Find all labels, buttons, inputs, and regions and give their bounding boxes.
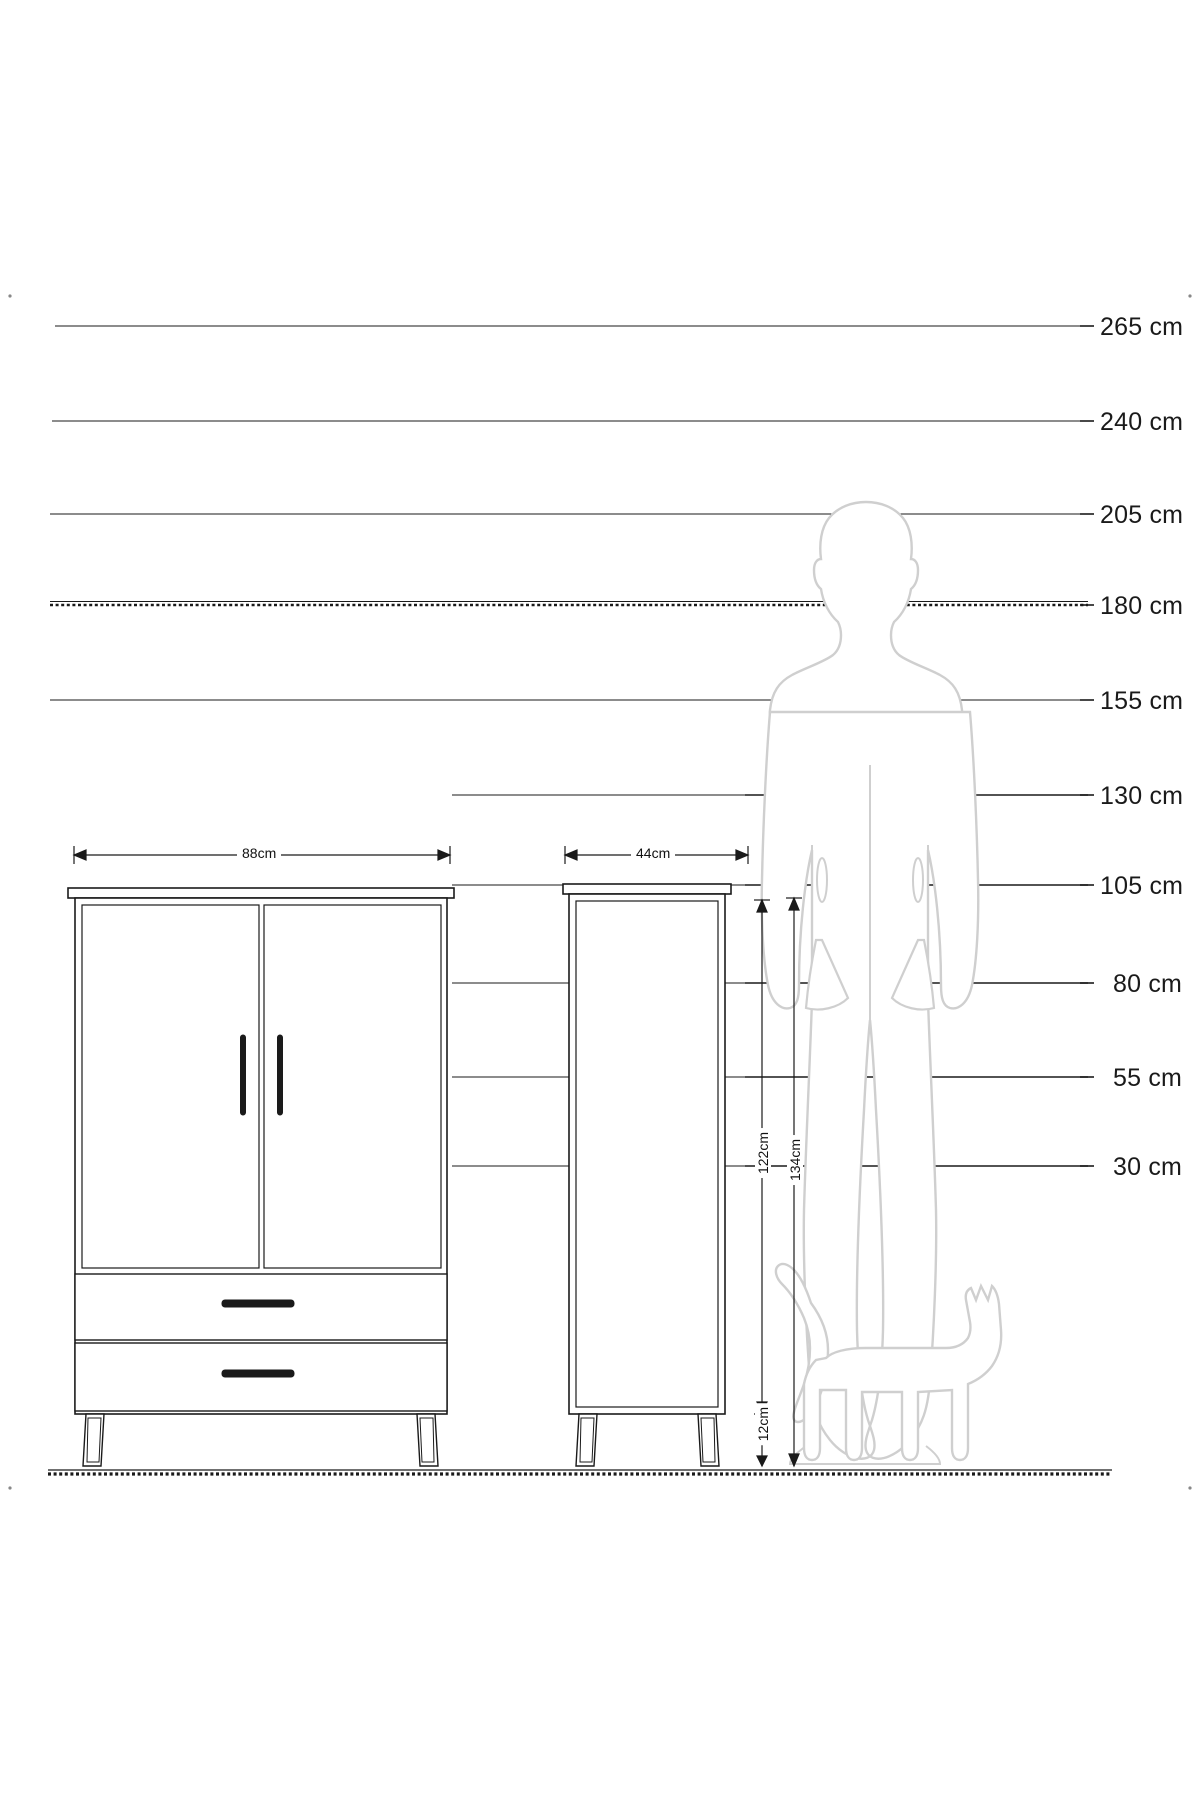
scale-label-80: 80 cm (1113, 970, 1183, 998)
width-label-44cm: 44cm (631, 845, 675, 861)
human-silhouette-figure (762, 1, 986, 1464)
scale-tick-marks (1080, 326, 1094, 1166)
cabinet1-leg-right-inner (420, 1418, 434, 1462)
width-88-arrow-left (74, 850, 86, 860)
scale-label-55: 55 cm (1113, 1064, 1183, 1092)
scale-label-240: 240 cm (1100, 408, 1184, 436)
scale-line-180-hatched (50, 602, 1088, 606)
cabinet1-top-cap (68, 888, 454, 898)
width-44-arrow-left (565, 850, 577, 860)
tall-narrow-cabinet (563, 884, 731, 1466)
floor-line (48, 1470, 1112, 1474)
registration-dot-bottom-right (1188, 1486, 1191, 1489)
height-label-12cm: 12cm (755, 1403, 771, 1445)
registration-dot-top-left (8, 294, 11, 297)
height-label-134cm: 134cm (787, 1135, 803, 1185)
cabinet2-door (576, 901, 718, 1407)
height-12-arrow-bottom (757, 1456, 767, 1466)
cabinet1-left-door-handle (241, 1035, 246, 1115)
scale-label-105: 105 cm (1100, 872, 1184, 900)
height-label-122cm: 122cm (755, 1128, 771, 1178)
scale-label-180: 180 cm (1100, 592, 1184, 620)
width-88-arrow-right (438, 850, 450, 860)
cabinet2-top-cap (563, 884, 731, 894)
cabinet1-leg-left-inner (87, 1418, 101, 1462)
width-44-arrow-right (736, 850, 748, 860)
cabinet1-right-door-handle (278, 1035, 283, 1115)
cabinet1-drawer-lower-handle (222, 1370, 294, 1377)
registration-dot-top-right (1188, 294, 1191, 297)
cabinet1-drawer-upper-handle (222, 1300, 294, 1307)
cabinet2-leg-right-inner (701, 1418, 715, 1462)
registration-dot-bottom-left (8, 1486, 11, 1489)
two-door-cabinet-with-drawers (68, 888, 454, 1466)
cabinet1-right-door (264, 905, 441, 1268)
scale-label-265: 265 cm (1100, 313, 1184, 341)
scale-label-155: 155 cm (1100, 687, 1184, 715)
cabinet2-leg-left-inner (580, 1418, 594, 1462)
width-label-88cm: 88cm (237, 845, 281, 861)
scale-label-30: 30 cm (1113, 1153, 1183, 1181)
cabinet1-left-door (82, 905, 259, 1268)
scale-label-205: 205 cm (1100, 501, 1184, 529)
scale-label-130: 130 cm (1100, 782, 1184, 810)
